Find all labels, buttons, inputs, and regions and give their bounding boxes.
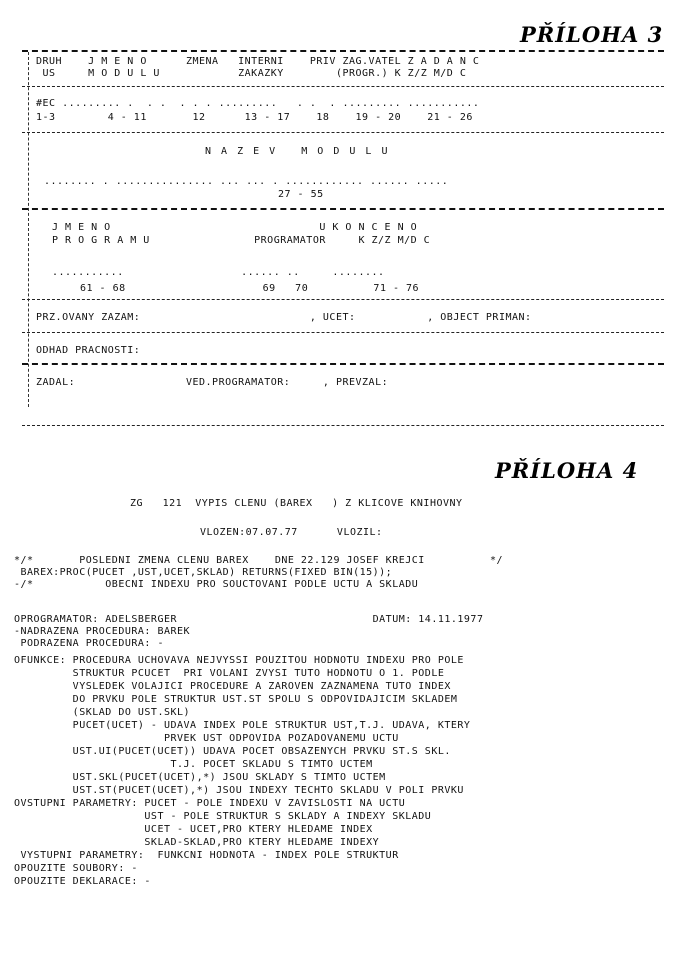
id-row: #EC ......... . . . . . . ......... . . . ......... ...........: [36, 98, 480, 109]
divider: [22, 132, 664, 133]
header-row-2: US M O D U L U ZAKAZKY (PROGR.) K Z/Z M/D C: [36, 68, 467, 79]
program-row-1: J M E N O U K O N C E N O: [52, 222, 418, 233]
program-row-2: P R O G R A M U PROGRAMATOR K Z/Z M/D C: [52, 235, 431, 246]
module-name-heading: N A Z E V M O D U L U: [205, 146, 390, 157]
listing-title: ZG 121 VYPIS CLENU (BAREX ) Z KLICOVE KNIHOVNY: [130, 498, 463, 509]
description-line: OPOUZITE SOUBORY: -: [14, 863, 138, 874]
module-name-field: ........ . ............... ... ... . ............ ...... .....: [44, 176, 449, 187]
meta-block: [14, 614, 483, 650]
field-line-1: PRZ.OVANY ZAZAM: , UCET: , OBJECT PRIMAN:: [36, 312, 532, 323]
field-line-2: ODHAD PRACNOSTI:: [36, 345, 141, 356]
header-row-1: DRUH J M E N O ZMENA INTERNI PRIV ZAG.VATEL Z A D A N C: [36, 56, 480, 67]
program-field: ........... ...... .. ........: [52, 267, 385, 278]
description-line: UCET - UCET,PRO KTERY HLEDAME INDEX: [14, 824, 373, 835]
description-line: OFUNKCE: PROCEDURA UCHOVAVA NEJVYSSI POUZITOU HODNOTU INDEXU PRO POLE: [14, 655, 464, 666]
code-line: BAREX:PROC(PUCET ,UST,UCET,SKLAD) RETURNS(FIXED BIN(15));: [14, 567, 393, 578]
code-line: */* POSLEDNI ZMENA CLENU BAREX DNE 22.129 JOSEF KREJCI */: [14, 555, 504, 566]
description-line: OPOUZITE DEKLARACE: -: [14, 876, 151, 887]
column-numbers-2: 27 - 55: [278, 189, 324, 200]
description-line: VYSTUPNI PARAMETRY: FUNKCNI HODNOTA - INDEX POLE STRUKTUR: [14, 850, 399, 861]
divider: [22, 299, 664, 300]
description-line: VYSLEDEK VOLAJICI PROCEDURE A ZAROVEN ZAZNAMENA TUTO INDEX: [14, 681, 451, 692]
divider: [22, 332, 664, 333]
annex-4-heading: PŘÍLOHA 4: [495, 458, 639, 483]
description-line: UST.SKL(PUCET(UCET),*) JSOU SKLADY S TIMTO UCTEM: [14, 772, 386, 783]
column-numbers-1: 1-3 4 - 11 12 13 - 17 18 19 - 20 21 - 26: [36, 112, 473, 123]
description-line: (SKLAD DO UST.SKL): [14, 707, 191, 718]
code-header-block: [14, 555, 503, 591]
divider: [22, 86, 664, 87]
divider: [22, 208, 664, 210]
description-line: SKLAD-SKLAD,PRO KTERY HLEDAME INDEXY: [14, 837, 380, 848]
meta-line: PODRAZENA PROCEDURA: -: [14, 638, 164, 649]
annex-3-heading: PŘÍLOHA 3: [520, 22, 664, 47]
description-line: OVSTUPNI PARAMETRY: PUCET - POLE INDEXU V ZAVISLOSTI NA UCTU: [14, 798, 406, 809]
description-block: [14, 654, 470, 888]
form-left-border: [28, 52, 29, 407]
code-line: -/* OBECNI INDEXU PRO SOUCTOVANI PODLE UCTU A SKLADU: [14, 579, 419, 590]
description-line: UST.ST(PUCET(UCET),*) JSOU INDEXY TECHTO SKLADU V POLI PRVKU: [14, 785, 464, 796]
insert-date-line: VLOZEN:07.07.77 VLOZIL:: [200, 527, 383, 538]
description-line: PRVEK UST ODPOVIDA POZADOVANEMU UCTU: [14, 733, 399, 744]
description-line: PUCET(UCET) - UDAVA INDEX POLE STRUKTUR UST,T.J. UDAVA, KTERY: [14, 720, 471, 731]
description-line: UST.UI(PUCET(UCET)) UDAVA POCET OBSAZENYCH PRVKU ST.S SKL.: [14, 746, 451, 757]
form-border-top: [22, 50, 664, 52]
description-line: STRUKTUR PCUCET PRI VOLANI ZVYSI TUTO HODNOTU O 1. PODLE: [14, 668, 445, 679]
form-border-bottom: [22, 425, 664, 426]
column-numbers-3: 61 - 68 69 70 71 - 76: [80, 283, 420, 294]
description-line: DO PRVKU POLE STRUKTUR UST.ST SPOLU S ODPOVIDAJICIM SKLADEM: [14, 694, 458, 705]
meta-line: OPROGRAMATOR: ADELSBERGER DATUM: 14.11.1977: [14, 614, 484, 625]
field-line-3: ZADAL: VED.PROGRAMATOR: , PREVZAL:: [36, 377, 389, 388]
meta-line: -NADRAZENA PROCEDURA: BAREK: [14, 626, 191, 637]
description-line: T.J. POCET SKLADU S TIMTO UCTEM: [14, 759, 373, 770]
description-line: UST - POLE STRUKTUR S SKLADY A INDEXY SKLADU: [14, 811, 432, 822]
divider: [22, 363, 664, 365]
